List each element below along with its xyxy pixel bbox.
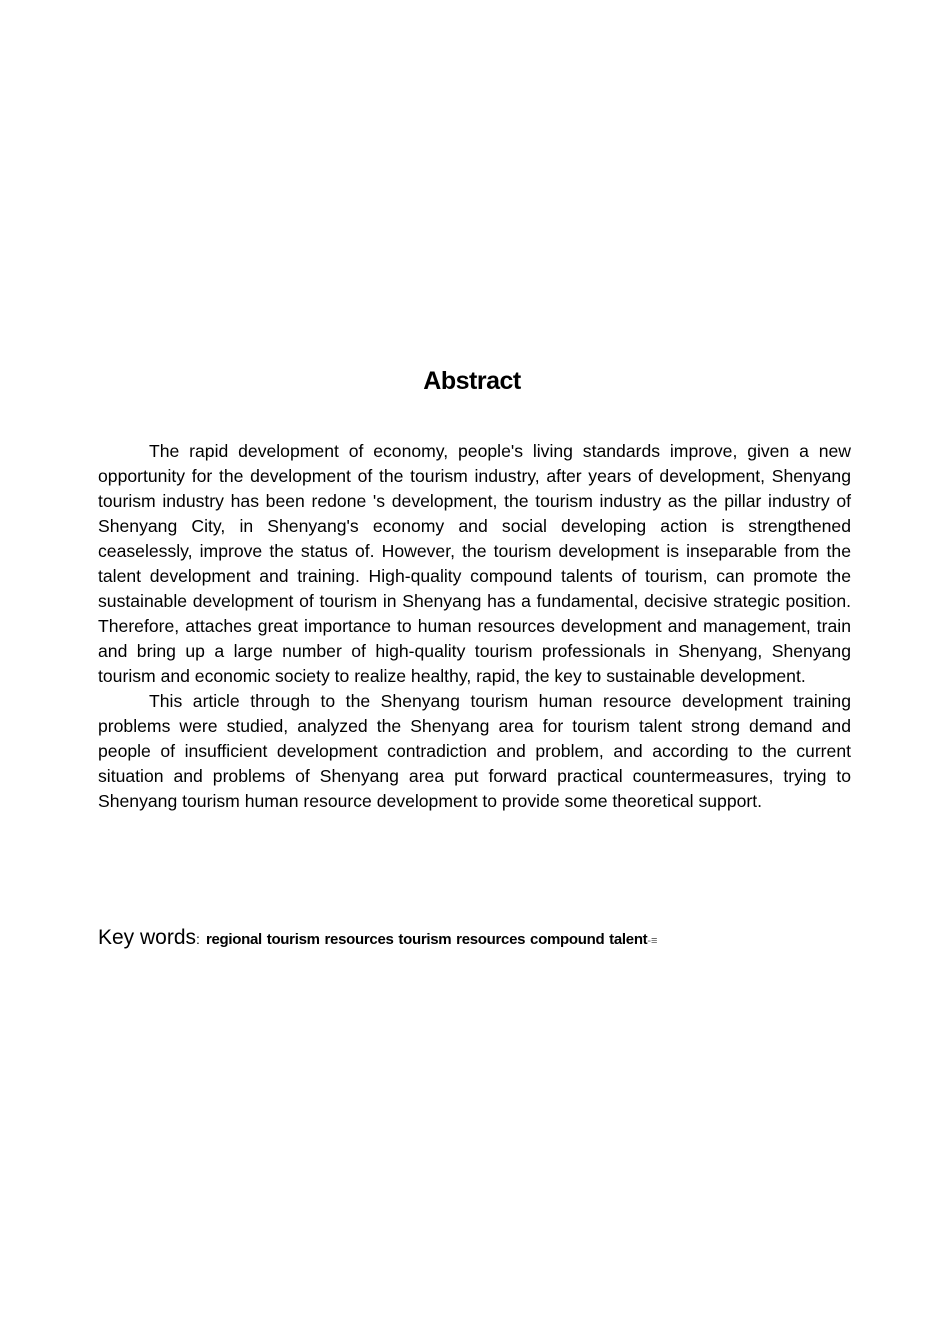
abstract-paragraph-1: The rapid development of economy, people's living standards improve, given a new opportunity for the development of the tourism industry, after years of development, Shenyang tourism industry has been redone 's development, the tourism industry as the pillar industry of Shenyang City, in Shenyang's economy and social developing action is strengthened ceaselessly, improve the status of. However, the tourism development is inseparable from the talent development and training. High-quality compound talents of tourism, can promote the sustainable development of tourism in Shenyang has a fundamental, decisive strategic position. Therefore, attaches great importance to human resources development and management, train and bring up a large number of high-quality tourism professionals in Shenyang, Shenyang tourism and economic society to realize healthy, rapid, the key to sustainable development. <box>98 441 851 686</box>
keywords-text: regional tourism resources tourism resources compound talent <box>205 931 648 948</box>
keywords-line <box>98 924 858 955</box>
keywords-separator: : <box>196 931 200 947</box>
abstract-paragraph-2: This article through to the Shenyang tourism human resource development training problems were studied, analyzed the Shenyang area for tourism talent strong demand and people of insufficient development contradiction and problem, and according to the current situation and problems of Shenyang area put forward practical countermeasures, trying to Shenyang tourism human resource development to provide some theoretical support. <box>98 691 851 811</box>
keywords-trailing-mark: -≡ <box>647 935 658 947</box>
abstract-title: Abstract <box>423 366 521 395</box>
abstract-body <box>98 439 851 814</box>
keywords-label: Key words <box>98 926 197 949</box>
